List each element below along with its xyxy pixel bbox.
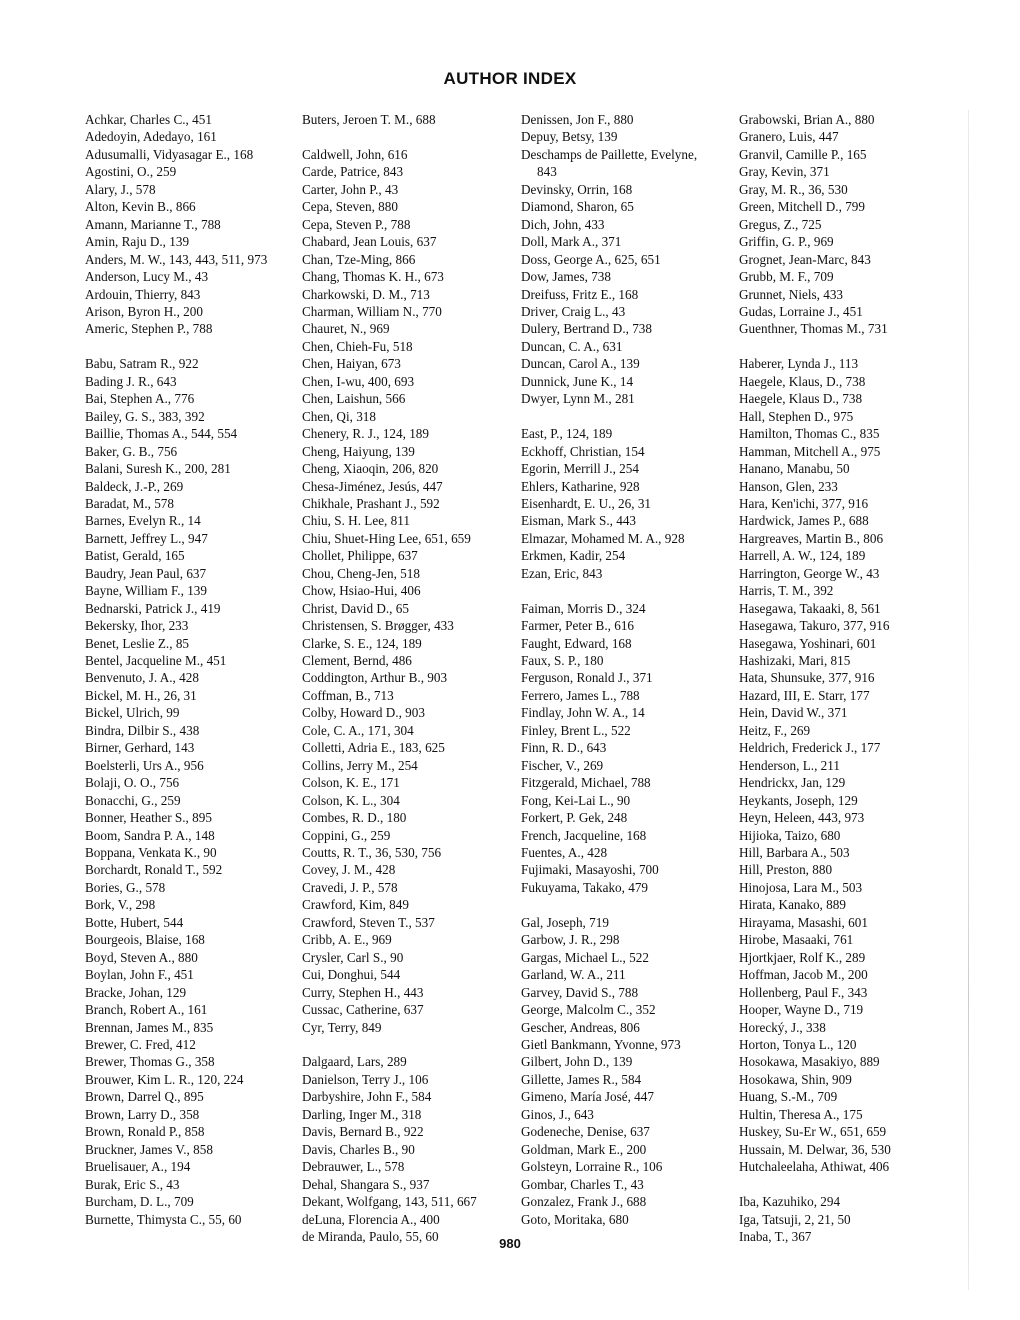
index-entry: Fischer, V., 269 bbox=[521, 757, 604, 773]
index-entry: Grunnet, Niels, 433 bbox=[739, 286, 844, 302]
index-entry: Bekersky, Ihor, 233 bbox=[85, 618, 189, 634]
index-entry: Achkar, Charles C., 451 bbox=[85, 112, 212, 127]
index-entry: Deschamps de Paillette, Evelyne, bbox=[521, 146, 698, 162]
index-entry: Coddington, Arthur B., 903 bbox=[302, 670, 448, 686]
index-entry: Ezan, Eric, 843 bbox=[521, 565, 603, 581]
index-entry: Gregus, Z., 725 bbox=[739, 216, 822, 232]
index-entry: Crysler, Carl S., 90 bbox=[302, 949, 404, 965]
index-entry: Gargas, Michael L., 522 bbox=[521, 949, 649, 965]
index-entry: Cepa, Steven, 880 bbox=[302, 199, 398, 215]
index-entry: Dunnick, June K., 14 bbox=[521, 373, 634, 389]
index-entry: Hazard, III, E. Starr, 177 bbox=[739, 687, 870, 703]
index-entry: Brown, Ronald P., 858 bbox=[85, 1124, 205, 1140]
index-entry: Hosokawa, Masakiyo, 889 bbox=[739, 1054, 880, 1070]
index-entry: Crawford, Steven T., 537 bbox=[302, 914, 435, 930]
index-entry: Americ, Stephen P., 788 bbox=[85, 321, 213, 337]
index-entry: Haegele, Klaus D., 738 bbox=[739, 391, 863, 407]
index-entry: Brennan, James M., 835 bbox=[85, 1019, 214, 1035]
index-entry: Gietl Bankmann, Yvonne, 973 bbox=[521, 1036, 681, 1052]
index-entry: Brewer, Thomas G., 358 bbox=[85, 1054, 215, 1070]
index-entry: Babu, Satram R., 922 bbox=[85, 356, 199, 372]
index-entry: Anderson, Lucy M., 43 bbox=[85, 269, 209, 285]
index-entry: Horecký, J., 338 bbox=[739, 1019, 826, 1035]
index-entry: Colson, K. E., 171 bbox=[302, 775, 400, 791]
index-entry: Diamond, Sharon, 65 bbox=[521, 199, 634, 215]
index-entry: Bading J. R., 643 bbox=[85, 373, 177, 389]
index-letter-gap bbox=[739, 338, 964, 355]
index-entry: Granero, Luis, 447 bbox=[739, 129, 839, 145]
index-entry: Gudas, Lorraine J., 451 bbox=[739, 303, 863, 319]
index-entry: Cole, C. A., 171, 304 bbox=[302, 722, 414, 738]
index-entry: Bayne, William F., 139 bbox=[85, 583, 207, 599]
index-entry: Goto, Moritaka, 680 bbox=[521, 1211, 629, 1227]
index-entry: Hill, Barbara A., 503 bbox=[739, 845, 850, 861]
index-entry: Chou, Cheng-Jen, 518 bbox=[302, 565, 420, 581]
index-entry: Benvenuto, J. A., 428 bbox=[85, 670, 199, 686]
index-entry: Hultin, Theresa A., 175 bbox=[739, 1106, 863, 1122]
index-entry: Hoffman, Jacob M., 200 bbox=[739, 967, 868, 983]
index-entry: Branch, Robert A., 161 bbox=[85, 1002, 208, 1018]
index-entry: 843 bbox=[537, 164, 557, 180]
index-entry: Brewer, C. Fred, 412 bbox=[85, 1037, 196, 1052]
index-entry: Grubb, M. F., 709 bbox=[739, 269, 834, 285]
index-entry: Bednarski, Patrick J., 419 bbox=[85, 600, 221, 616]
index-entry: Grabowski, Brian A., 880 bbox=[739, 112, 875, 127]
index-entry: Ehlers, Katharine, 928 bbox=[521, 478, 640, 494]
index-entry: Gal, Joseph, 719 bbox=[521, 914, 609, 930]
index-entry: Iba, Kazuhiko, 294 bbox=[739, 1194, 841, 1210]
index-entry: Green, Mitchell D., 799 bbox=[739, 199, 865, 215]
index-entry: Forkert, P. Gek, 248 bbox=[521, 810, 628, 826]
index-entry: Coffman, B., 713 bbox=[302, 687, 394, 703]
index-entry: Boppana, Venkata K., 90 bbox=[85, 845, 217, 861]
index-entry: Fong, Kei-Lai L., 90 bbox=[521, 792, 631, 808]
index-entry: Hall, Stephen D., 975 bbox=[739, 408, 854, 424]
index-entry: Colson, K. L., 304 bbox=[302, 792, 400, 808]
index-entry: Bonacchi, G., 259 bbox=[85, 792, 181, 808]
index-entry: Hashizaki, Mari, 815 bbox=[739, 653, 851, 669]
index-entry: Griffin, G. P., 969 bbox=[739, 234, 834, 250]
page-title: AUTHOR INDEX bbox=[443, 69, 577, 88]
index-entry: Bickel, Ulrich, 99 bbox=[85, 705, 180, 721]
index-entry: George, Malcolm C., 352 bbox=[521, 1002, 656, 1018]
index-entry: Bolaji, O. O., 756 bbox=[85, 775, 180, 791]
index-entry: Cribb, A. E., 969 bbox=[302, 932, 392, 948]
index-entry: Alary, J., 578 bbox=[85, 181, 156, 197]
index-entry: Chabard, Jean Louis, 637 bbox=[302, 234, 437, 250]
index-entry: Golsteyn, Lorraine R., 106 bbox=[521, 1159, 663, 1175]
index-entry: Erkmen, Kadir, 254 bbox=[521, 548, 626, 564]
index-entry: Brown, Larry D., 358 bbox=[85, 1106, 200, 1122]
index-entry: Collins, Jerry M., 254 bbox=[302, 757, 418, 773]
index-entry: Curry, Stephen H., 443 bbox=[302, 984, 424, 1000]
index-entry: Harrell, A. W., 124, 189 bbox=[739, 548, 866, 564]
index-entry: Elmazar, Mohamed M. A., 928 bbox=[521, 530, 685, 546]
index-entry: Egorin, Merrill J., 254 bbox=[521, 461, 639, 477]
index-entry: Arison, Byron H., 200 bbox=[85, 303, 203, 319]
index-entry: Bories, G., 578 bbox=[85, 879, 166, 895]
index-entry: Eisman, Mark S., 443 bbox=[521, 513, 637, 529]
index-letter-gap bbox=[302, 1036, 517, 1053]
index-entry: Denissen, Jon F., 880 bbox=[521, 112, 634, 127]
index-entry: Chan, Tze-Ming, 866 bbox=[302, 251, 416, 267]
index-entry: Buters, Jeroen T. M., 688 bbox=[302, 112, 436, 127]
index-entry: Hirata, Kanako, 889 bbox=[739, 897, 846, 913]
index-entry: Eckhoff, Christian, 154 bbox=[521, 443, 645, 459]
index-entry: Amann, Marianne T., 788 bbox=[85, 216, 221, 232]
index-entry: Carde, Patrice, 843 bbox=[302, 164, 404, 180]
index-entry: Bourgeois, Blaise, 168 bbox=[85, 932, 205, 948]
index-entry: Cyr, Terry, 849 bbox=[302, 1019, 382, 1035]
index-entry: Inaba, T., 367 bbox=[739, 1228, 812, 1244]
index-entry: Cepa, Steven P., 788 bbox=[302, 216, 411, 232]
index-entry: Baudry, Jean Paul, 637 bbox=[85, 565, 207, 581]
index-entry: Garland, W. A., 211 bbox=[521, 967, 626, 983]
index-entry: Gray, Kevin, 371 bbox=[739, 164, 830, 180]
index-entry: Hein, David W., 371 bbox=[739, 705, 848, 721]
index-entry: Grognet, Jean-Marc, 843 bbox=[739, 251, 871, 267]
index-entry: Gescher, Andreas, 806 bbox=[521, 1019, 640, 1035]
index-entry: Hooper, Wayne D., 719 bbox=[739, 1002, 864, 1018]
index-entry: Doll, Mark A., 371 bbox=[521, 234, 622, 250]
index-column-2 bbox=[302, 111, 517, 1245]
index-entry: Dreifuss, Fritz E., 168 bbox=[521, 286, 639, 302]
scan-edge-artifact bbox=[968, 110, 969, 1290]
index-entry: Anders, M. W., 143, 443, 511, 973 bbox=[85, 251, 268, 267]
index-entry: Bindra, Dilbir S., 438 bbox=[85, 722, 200, 738]
index-entry: Baradat, M., 578 bbox=[85, 495, 174, 511]
index-entry: Faux, S. P., 180 bbox=[521, 653, 604, 669]
index-entry: Covey, J. M., 428 bbox=[302, 862, 396, 878]
index-entry: Cui, Donghui, 544 bbox=[302, 967, 401, 983]
index-entry: Horton, Tonya L., 120 bbox=[739, 1037, 857, 1052]
index-letter-gap bbox=[302, 128, 517, 145]
index-entry: Colletti, Adria E., 183, 625 bbox=[302, 740, 445, 756]
index-entry: Hara, Ken'ichi, 377, 916 bbox=[739, 495, 869, 511]
index-entry: Hanson, Glen, 233 bbox=[739, 478, 838, 494]
index-entry: Fujimaki, Masayoshi, 700 bbox=[521, 862, 659, 878]
index-letter-gap bbox=[739, 1176, 964, 1193]
index-entry: Doss, George A., 625, 651 bbox=[521, 251, 661, 267]
index-entry: Charman, William N., 770 bbox=[302, 303, 442, 319]
index-entry: Chen, Haiyan, 673 bbox=[302, 356, 401, 372]
index-entry: Huskey, Su-Er W., 651, 659 bbox=[739, 1124, 887, 1140]
index-entry: Boylan, John F., 451 bbox=[85, 967, 194, 983]
index-entry: Burnette, Thimysta C., 55, 60 bbox=[85, 1211, 242, 1227]
index-entry: Christensen, S. Brøgger, 433 bbox=[302, 618, 454, 634]
index-entry: Chikhale, Prashant J., 592 bbox=[302, 495, 440, 511]
index-entry: Iga, Tatsuji, 2, 21, 50 bbox=[739, 1211, 851, 1227]
index-entry: deLuna, Florencia A., 400 bbox=[302, 1211, 440, 1227]
index-entry: Henderson, L., 211 bbox=[739, 757, 840, 773]
index-entry: Garbow, J. R., 298 bbox=[521, 932, 620, 948]
index-entry: Hollenberg, Paul F., 343 bbox=[739, 984, 868, 1000]
index-entry: Agostini, O., 259 bbox=[85, 164, 177, 180]
index-entry: Gilbert, John D., 139 bbox=[521, 1054, 633, 1070]
index-entry: Baldeck, J.-P., 269 bbox=[85, 478, 184, 494]
index-entry: Huang, S.-M., 709 bbox=[739, 1089, 838, 1105]
index-entry: Botte, Hubert, 544 bbox=[85, 914, 184, 930]
index-entry: Combes, R. D., 180 bbox=[302, 810, 407, 826]
index-entry: Hargreaves, Martin B., 806 bbox=[739, 530, 884, 546]
index-entry: Caldwell, John, 616 bbox=[302, 146, 408, 162]
index-letter-gap bbox=[521, 408, 736, 425]
index-entry: Dulery, Bertrand D., 738 bbox=[521, 321, 652, 337]
index-entry: Cussac, Catherine, 637 bbox=[302, 1002, 424, 1018]
index-letter-gap bbox=[521, 896, 736, 913]
index-entry: Boom, Sandra P. A., 148 bbox=[85, 827, 215, 843]
index-entry: Ginos, J., 643 bbox=[521, 1106, 594, 1122]
index-entry: Debrauwer, L., 578 bbox=[302, 1159, 405, 1175]
index-entry: Dich, John, 433 bbox=[521, 216, 605, 232]
index-entry: Coppini, G., 259 bbox=[302, 827, 391, 843]
index-entry: Amin, Raju D., 139 bbox=[85, 234, 190, 250]
index-entry: Duncan, Carol A., 139 bbox=[521, 356, 640, 372]
index-entry: French, Jacqueline, 168 bbox=[521, 827, 647, 843]
index-entry: Chow, Hsiao-Hui, 406 bbox=[302, 583, 421, 599]
index-entry: Hasegawa, Yoshinari, 601 bbox=[739, 635, 877, 651]
index-entry: Danielson, Terry J., 106 bbox=[302, 1071, 429, 1087]
index-entry: Faught, Edward, 168 bbox=[521, 635, 632, 651]
index-entry: Hasegawa, Takuro, 377, 916 bbox=[739, 618, 890, 634]
index-entry: Clarke, S. E., 124, 189 bbox=[302, 635, 422, 651]
index-entry: Chen, Laishun, 566 bbox=[302, 391, 406, 407]
index-entry: Hata, Shunsuke, 377, 916 bbox=[739, 670, 875, 686]
index-entry: East, P., 124, 189 bbox=[521, 426, 613, 442]
index-entry: Chenery, R. J., 124, 189 bbox=[302, 426, 429, 442]
index-entry: Carter, John P., 43 bbox=[302, 181, 399, 197]
index-entry: Bonner, Heather S., 895 bbox=[85, 810, 212, 826]
index-entry: Adedoyin, Adedayo, 161 bbox=[85, 129, 217, 145]
index-entry: Ardouin, Thierry, 843 bbox=[85, 286, 201, 302]
index-entry: Gillette, James R., 584 bbox=[521, 1071, 642, 1087]
index-entry: Heitz, F., 269 bbox=[739, 722, 811, 738]
index-entry: Faiman, Morris D., 324 bbox=[521, 600, 646, 616]
index-entry: Batist, Gerald, 165 bbox=[85, 548, 185, 564]
index-entry: Bailey, G. S., 383, 392 bbox=[85, 408, 205, 424]
index-entry: Chauret, N., 969 bbox=[302, 321, 390, 337]
index-entry: Hendrickx, Jan, 129 bbox=[739, 775, 846, 791]
index-entry: Driver, Craig L., 43 bbox=[521, 303, 626, 319]
index-entry: Guenthner, Thomas M., 731 bbox=[739, 321, 888, 337]
index-entry: Harris, T. M., 392 bbox=[739, 583, 834, 599]
index-entry: Heykants, Joseph, 129 bbox=[739, 792, 858, 808]
index-entry: Hosokawa, Shin, 909 bbox=[739, 1071, 852, 1087]
index-entry: Goldman, Mark E., 200 bbox=[521, 1141, 647, 1157]
index-column-4 bbox=[739, 111, 964, 1245]
index-entry: Bracke, Johan, 129 bbox=[85, 984, 187, 1000]
index-entry: Boyd, Steven A., 880 bbox=[85, 949, 198, 965]
index-entry: Gombar, Charles T., 43 bbox=[521, 1176, 644, 1192]
index-entry: Chen, I-wu, 400, 693 bbox=[302, 373, 415, 389]
index-entry: Adusumalli, Vidyasagar E., 168 bbox=[85, 146, 254, 162]
index-entry: Burak, Eric S., 43 bbox=[85, 1176, 180, 1192]
index-entry: Gonzalez, Frank J., 688 bbox=[521, 1194, 647, 1210]
index-entry: Eisenhardt, E. U., 26, 31 bbox=[521, 495, 652, 511]
index-entry: Farmer, Peter B., 616 bbox=[521, 618, 635, 634]
index-entry: Chen, Chieh-Fu, 518 bbox=[302, 338, 413, 354]
index-entry: Fuentes, A., 428 bbox=[521, 845, 608, 860]
index-entry: Chiu, S. H. Lee, 811 bbox=[302, 513, 410, 529]
index-entry: Garvey, David S., 788 bbox=[521, 984, 639, 1000]
index-entry: Hjortkjaer, Rolf K., 289 bbox=[739, 949, 866, 965]
index-entry: Chesa-Jiménez, Jesús, 447 bbox=[302, 478, 443, 494]
index-column-1 bbox=[85, 111, 300, 1228]
index-entry: Bickel, M. H., 26, 31 bbox=[85, 687, 197, 703]
index-entry: Boelsterli, Urs A., 956 bbox=[85, 757, 204, 773]
index-entry: Granvil, Camille P., 165 bbox=[739, 146, 867, 162]
index-entry: Haberer, Lynda J., 113 bbox=[739, 356, 859, 372]
index-entry: Bentel, Jacqueline M., 451 bbox=[85, 653, 227, 669]
index-entry: Darbyshire, John F., 584 bbox=[302, 1089, 432, 1105]
index-entry: Christ, David D., 65 bbox=[302, 600, 409, 616]
index-entry: Colby, Howard D., 903 bbox=[302, 705, 425, 721]
index-entry: Chen, Qi, 318 bbox=[302, 408, 376, 424]
index-entry: Dalgaard, Lars, 289 bbox=[302, 1054, 407, 1070]
index-entry: Hanano, Manabu, 50 bbox=[739, 461, 850, 477]
index-column-3 bbox=[521, 111, 736, 1228]
index-entry: Dow, James, 738 bbox=[521, 269, 611, 285]
index-entry: Finley, Brent L., 522 bbox=[521, 722, 631, 738]
index-entry: Godeneche, Denise, 637 bbox=[521, 1124, 650, 1140]
index-entry: Dekant, Wolfgang, 143, 511, 667 bbox=[302, 1194, 477, 1210]
index-entry: Hinojosa, Lara M., 503 bbox=[739, 879, 863, 895]
index-entry: Chang, Thomas K. H., 673 bbox=[302, 269, 444, 285]
index-entry: Bruckner, James V., 858 bbox=[85, 1141, 213, 1157]
index-entry: Burcham, D. L., 709 bbox=[85, 1194, 194, 1210]
index-entry: Chollet, Philippe, 637 bbox=[302, 548, 418, 564]
index-entry: Fukuyama, Takako, 479 bbox=[521, 879, 649, 895]
index-entry: Cravedi, J. P., 578 bbox=[302, 879, 398, 895]
index-entry: Baker, G. B., 756 bbox=[85, 443, 178, 459]
index-letter-gap bbox=[85, 338, 300, 355]
index-entry: Clement, Bernd, 486 bbox=[302, 653, 412, 669]
index-entry: Bai, Stephen A., 776 bbox=[85, 391, 195, 407]
index-entry: Hill, Preston, 880 bbox=[739, 862, 833, 878]
index-entry: Fitzgerald, Michael, 788 bbox=[521, 775, 651, 791]
index-entry: Hamilton, Thomas C., 835 bbox=[739, 426, 880, 442]
index-entry: Benet, Leslie Z., 85 bbox=[85, 635, 190, 651]
index-entry: de Miranda, Paulo, 55, 60 bbox=[302, 1228, 439, 1244]
index-entry: Haegele, Klaus, D., 738 bbox=[739, 373, 866, 389]
index-entry: Dwyer, Lynn M., 281 bbox=[521, 391, 635, 407]
index-entry: Ferguson, Ronald J., 371 bbox=[521, 670, 653, 686]
index-entry: Brouwer, Kim L. R., 120, 224 bbox=[85, 1071, 244, 1087]
index-entry: Cheng, Haiyung, 139 bbox=[302, 443, 415, 459]
index-entry: Balani, Suresh K., 200, 281 bbox=[85, 461, 231, 477]
index-entry: Gray, M. R., 36, 530 bbox=[739, 181, 848, 197]
index-entry: Gimeno, María José, 447 bbox=[521, 1089, 654, 1105]
index-entry: Cheng, Xiaoqin, 206, 820 bbox=[302, 461, 439, 477]
index-entry: Charkowski, D. M., 713 bbox=[302, 286, 430, 302]
index-entry: Heldrich, Frederick J., 177 bbox=[739, 740, 881, 756]
index-entry: Crawford, Kim, 849 bbox=[302, 897, 409, 913]
index-entry: Bruelisauer, A., 194 bbox=[85, 1159, 191, 1175]
page-number: 980 bbox=[499, 1236, 521, 1251]
index-entry: Harrington, George W., 43 bbox=[739, 565, 880, 581]
index-entry: Findlay, John W. A., 14 bbox=[521, 705, 645, 721]
index-entry: Heyn, Heleen, 443, 973 bbox=[739, 810, 865, 826]
index-entry: Finn, R. D., 643 bbox=[521, 740, 607, 756]
index-entry: Ferrero, James L., 788 bbox=[521, 687, 640, 703]
index-entry: Hirobe, Masaaki, 761 bbox=[739, 932, 854, 948]
index-entry: Baillie, Thomas A., 544, 554 bbox=[85, 426, 238, 442]
index-entry: Bork, V., 298 bbox=[85, 897, 156, 913]
index-entry: Davis, Charles B., 90 bbox=[302, 1141, 415, 1157]
index-entry: Duncan, C. A., 631 bbox=[521, 338, 623, 354]
index-entry: Birner, Gerhard, 143 bbox=[85, 740, 195, 756]
index-entry: Hardwick, James P., 688 bbox=[739, 513, 869, 529]
index-entry: Chiu, Shuet-Hing Lee, 651, 659 bbox=[302, 530, 471, 546]
index-entry: Hussain, M. Delwar, 36, 530 bbox=[739, 1141, 891, 1157]
index-entry: Barnes, Evelyn R., 14 bbox=[85, 513, 201, 529]
index-entry: Hamman, Mitchell A., 975 bbox=[739, 443, 881, 459]
index-entry: Brown, Darrel Q., 895 bbox=[85, 1089, 204, 1105]
index-entry: Dehal, Shangara S., 937 bbox=[302, 1176, 430, 1192]
index-entry: Hutchaleelaha, Athiwat, 406 bbox=[739, 1159, 890, 1175]
index-entry: Hijioka, Taizo, 680 bbox=[739, 827, 841, 843]
index-entry: Alton, Kevin B., 866 bbox=[85, 199, 196, 215]
index-entry: Barnett, Jeffrey L., 947 bbox=[85, 530, 208, 546]
index-entry: Devinsky, Orrin, 168 bbox=[521, 181, 633, 197]
index-entry: Hirayama, Masashi, 601 bbox=[739, 914, 868, 930]
index-entry: Borchardt, Ronald T., 592 bbox=[85, 862, 223, 878]
index-entry: Davis, Bernard B., 922 bbox=[302, 1124, 424, 1140]
index-entry: Depuy, Betsy, 139 bbox=[521, 129, 618, 145]
index-entry: Hasegawa, Takaaki, 8, 561 bbox=[739, 600, 881, 616]
index-entry: Coutts, R. T., 36, 530, 756 bbox=[302, 845, 442, 861]
index-letter-gap bbox=[521, 582, 736, 599]
index-entry: Darling, Inger M., 318 bbox=[302, 1106, 422, 1122]
